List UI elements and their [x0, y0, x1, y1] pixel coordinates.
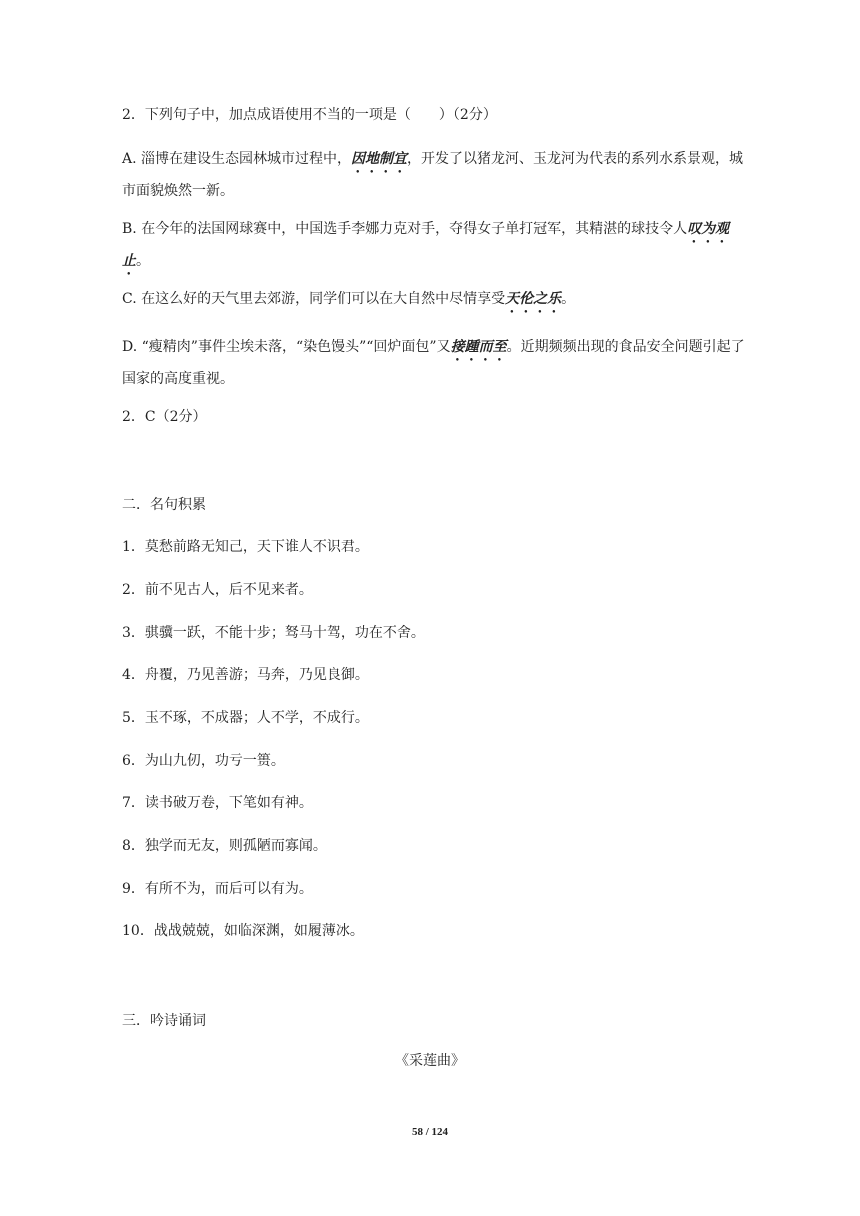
- quote-line: 4．舟覆，乃见善游；马奔，乃见良御。: [122, 667, 369, 683]
- option-a-after: ，开发了以猪龙河、玉龙河为代表的系列水系景观，城市面貌焕然一新。: [122, 151, 744, 199]
- option-d-idiom: 接踵而至: [450, 339, 507, 355]
- page-number: 58 / 124: [411, 1126, 449, 1138]
- quote-line: 7．读书破万卷，下笔如有神。: [122, 795, 313, 811]
- option-c-before: C. 在这么好的天气里去郊游，同学们可以在大自然中尽情享受: [122, 291, 506, 307]
- quote-line: 9．有所不为，而后可以有为。: [122, 881, 313, 897]
- option-d: [122, 332, 750, 394]
- poem-title: 《采莲曲》: [395, 1053, 465, 1069]
- option-a-idiom: 因地制宜: [351, 151, 408, 167]
- option-b-after: 。: [136, 253, 150, 269]
- section3-heading: 三．吟诗诵词: [122, 1013, 206, 1029]
- section2-heading: 二．名句积累: [122, 497, 206, 513]
- answer-line: 2．C（2分）: [122, 409, 207, 425]
- option-a: [122, 144, 750, 206]
- quote-line: 3．骐骥一跃，不能十步；驽马十驾，功在不舍。: [122, 625, 425, 641]
- quote-line: 8．独学而无友，则孤陋而寡闻。: [122, 838, 327, 854]
- option-a-before: A. 淄博在建设生态园林城市过程中，: [122, 151, 352, 167]
- quote-line: 10．战战兢兢，如临深渊，如履薄冰。: [122, 923, 364, 939]
- option-b: [122, 214, 750, 278]
- option-b-idiom: 叹为观止: [122, 221, 730, 269]
- option-c-after: 。: [561, 291, 576, 307]
- option-d-before: D. “瘦精肉”事件尘埃未落，“染色馒头”“回炉面包”又: [122, 339, 451, 355]
- option-c: [122, 284, 750, 316]
- quote-line: 2．前不见古人，后不见来者。: [122, 582, 313, 598]
- quote-line: 6．为山九仞，功亏一篑。: [122, 753, 285, 769]
- option-b-before: B. 在今年的法国网球赛中，中国选手李娜力克对手，夺得女子单打冠军，其精湛的球技令人: [122, 221, 688, 237]
- option-c-idiom: 天伦之乐: [505, 291, 562, 307]
- quote-line: 1．莫愁前路无知己，天下谁人不识君。: [122, 539, 369, 555]
- question-stem: 2．下列句子中，加点成语使用不当的一项是（ ）（2分）: [122, 107, 497, 123]
- quote-line: 5．玉不琢，不成器；人不学，不成行。: [122, 710, 369, 726]
- option-d-after: 。近期频频出现的食品安全问题引起了国家的高度重视。: [122, 339, 745, 387]
